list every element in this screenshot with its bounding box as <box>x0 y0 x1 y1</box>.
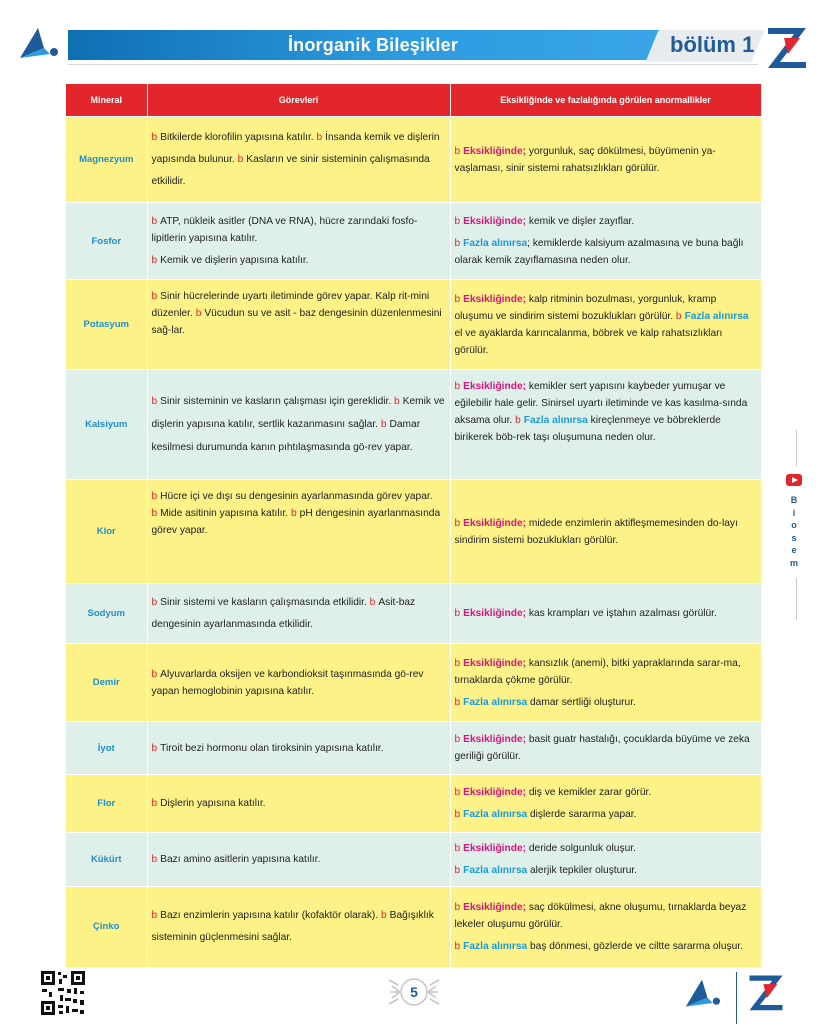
bullet-icon: b <box>454 145 461 157</box>
table-row <box>66 117 761 203</box>
bullet-icon: b <box>454 696 461 708</box>
bullet-icon: b <box>454 865 461 876</box>
bullet-icon: b <box>454 734 461 745</box>
title-bar <box>68 30 678 60</box>
duties-cell: b Bazı enzimlerin yapısına katılır (kofaktör olarak). b Bağışıklık sisteminin güçlenmesini sağlar. <box>147 887 450 967</box>
duties-cell: b Sinir sistemi ve kasların çalışmasında etkilidir. b Asit-baz dengesinin ayarlanmasında etkilidir. <box>147 584 450 644</box>
publisher-logo-icon <box>16 24 60 64</box>
bullet-icon: b <box>394 396 400 407</box>
bullet-icon: b <box>151 742 158 754</box>
qr-code-icon[interactable] <box>40 970 86 1016</box>
bullet-icon: b <box>316 131 323 143</box>
duties-cell: b Alyuvarlarda oksijen ve karbondioksit taşınmasında gö-rev yapan hemoglobinin yapısına katılır. <box>147 644 450 722</box>
table-row <box>66 280 761 370</box>
col-header-gorevleri: Görevleri <box>147 84 450 117</box>
mineral-name: Sodyum <box>66 584 147 644</box>
mineral-name: Kükürt <box>66 833 147 887</box>
bullet-icon: b <box>151 216 158 227</box>
bullet-icon: b <box>454 238 461 249</box>
bullet-icon: b <box>454 940 461 952</box>
bullet-icon: b <box>454 787 461 798</box>
bullet-icon: b <box>454 843 461 854</box>
header-divider <box>68 64 758 65</box>
mineral-name: Demir <box>66 644 147 722</box>
duties-cell: b Tiroit bezi hormonu olan tiroksinin yapısına katılır. <box>147 722 450 775</box>
bullet-icon: b <box>151 909 158 921</box>
bullet-icon: b <box>454 517 461 529</box>
duties-cell: b ATP, nükleik asitler (DNA ve RNA), hücre zarındaki fosfo-lipitlerin yapısına katılır. b Kemik ve dişlerin yapısına katılır. <box>147 203 450 280</box>
bullet-icon: b <box>454 608 461 619</box>
abnormalities-cell: b Eksikliğinde; kemik ve dişler zayıflar. b Fazla alınırsa; kemiklerde kalsiyum azalmasına ve buna bağlı olarak kemik zayıflamasına neden olur. <box>450 203 761 280</box>
abnormalities-cell: b Eksikliğinde; saç dökülmesi, akne oluşumu, tırnaklarda beyaz lekeler oluşumu görülür. b Fazla alınırsa baş dönmesi, gözlerde ve ciltte sararma oluşur. <box>450 887 761 967</box>
mineral-name: Kalsiyum <box>66 370 147 480</box>
z-brand-logo-footer-icon <box>746 972 786 1012</box>
table-row <box>66 722 761 775</box>
bullet-icon: b <box>151 491 158 502</box>
bullet-icon: b <box>151 131 158 143</box>
bullet-icon: b <box>195 308 202 319</box>
mineral-name: Çinko <box>66 887 147 967</box>
bullet-icon: b <box>151 668 158 680</box>
table-row <box>66 644 761 722</box>
youtube-icon[interactable] <box>786 474 802 486</box>
bullet-icon: b <box>380 419 387 430</box>
bullet-icon: b <box>454 381 461 392</box>
bullet-icon: b <box>381 909 387 921</box>
duties-cell: b Bitkilerde klorofilin yapısına katılır. b İnsanda kemik ve dişlerin yapısında bulunur. b Kasların ve sinir sisteminin çalışmasında etkilidir. <box>147 117 450 203</box>
bullet-icon: b <box>291 508 297 519</box>
chapter-label: bölüm 1 <box>670 32 755 57</box>
abnormalities-cell: b Eksikliğinde; midede enzimlerin aktifleşmemesinden do-layı sindirim sistemi bozuklukları görülür. <box>450 480 761 584</box>
page-number: 5 <box>410 984 418 1000</box>
side-divider-top <box>796 430 797 466</box>
mineral-name: Magnezyum <box>66 117 147 203</box>
bullet-icon: b <box>151 291 158 302</box>
abnormalities-cell: b Eksikliğinde; diş ve kemikler zarar görür. b Fazla alınırsa dişlerde sararma yapar. <box>450 775 761 833</box>
side-channel-label[interactable]: B i o s e m <box>789 495 798 568</box>
publisher-logo-footer-icon <box>682 976 722 1012</box>
duties-cell: b Hücre içi ve dışı su dengesinin ayarlanmasında görev yapar. b Mide asitinin yapısına katılır. b pH dengesinin ayarlanmasında görev yapar. <box>147 480 450 584</box>
duties-cell: b Sinir hücrelerinde uyartı iletiminde görev yapar. Kalp rit-mini düzenler. b Vücudun su ve asit - baz dengesinin düzenlenmesini sağ-lar. <box>147 280 450 370</box>
bullet-icon: b <box>237 153 244 165</box>
table-row <box>66 203 761 280</box>
bullet-icon: b <box>454 901 461 913</box>
bullet-icon: b <box>151 798 158 809</box>
abnormalities-cell: b Eksikliğinde; basit guatr hastalığı, çocuklarda büyüme ve zeka geriliği görülür. <box>450 722 761 775</box>
mineral-name: Fosfor <box>66 203 147 280</box>
table-row <box>66 370 761 480</box>
page-title: İnorganik Bileşikler <box>287 34 459 55</box>
abnormalities-cell: b Eksikliğinde; kalp ritminin bozulması, yorgunluk, kramp oluşumu ve sindirim sistemi bozuklukları görülür. b Fazla alınırsa el ve ayaklarda karıncalanma, böbrek ve kalp rahatsızlıkları görülür. <box>450 280 761 370</box>
bullet-icon: b <box>151 255 158 266</box>
col-header-anormallikler: Eksikliğinde ve fazlalığında görülen anormallikler <box>450 84 761 117</box>
table-row <box>66 833 761 887</box>
footer-divider <box>736 972 737 1024</box>
bullet-icon: b <box>151 596 158 608</box>
bullet-icon: b <box>675 310 682 322</box>
mineral-name: Potasyum <box>66 280 147 370</box>
z-brand-logo-icon <box>764 24 810 70</box>
abnormalities-cell: b Eksikliğinde; deride solgunluk oluşur. b Fazla alınırsa alerjik tepkiler oluşturur. <box>450 833 761 887</box>
page-number-badge <box>380 972 448 1012</box>
bullet-icon: b <box>151 396 158 407</box>
abnormalities-cell: b Eksikliğinde; kemikler sert yapısını kaybeder yumuşar ve eğilebilir hale gelir. Sinirsel uyartı iletiminde ve kas kasılma-sında aksama olur. b Fazla alınırsa kireçlenmeye ve böbreklerde birikerek böb-rek taşı oluşumuna neden olur. <box>450 370 761 480</box>
duties-cell: b Dişlerin yapısına katılır. <box>147 775 450 833</box>
bullet-icon: b <box>454 809 461 820</box>
bullet-icon: b <box>454 216 461 227</box>
bullet-icon: b <box>151 854 158 865</box>
duties-cell: b Sinir sisteminin ve kasların çalışması için gereklidir. b Kemik ve dişlerin yapısına katılır, sertlik kazanmasını sağlar. b Damar kesilmesi durumunda kanın pıhtılaşmasında gö-rev yapar. <box>147 370 450 480</box>
bullet-icon: b <box>515 415 521 426</box>
bullet-icon: b <box>151 508 158 519</box>
table-row <box>66 775 761 833</box>
table-row <box>66 584 761 644</box>
bullet-icon: b <box>454 293 461 305</box>
abnormalities-cell: b Eksikliğinde; yorgunluk, saç dökülmesi, büyümenin ya-vaşlaması, sinir sistemi rahatsızlıkları görülür. <box>450 117 761 203</box>
bullet-icon: b <box>454 657 461 669</box>
mineral-name: Klor <box>66 480 147 584</box>
side-divider-bottom <box>796 578 797 620</box>
bullet-icon: b <box>369 596 376 608</box>
minerals-table <box>66 84 762 967</box>
col-header-mineral: Mineral <box>66 84 147 117</box>
abnormalities-cell: b Eksikliğinde; kansızlık (anemi), bitki yapraklarında sarar-ma, tırnaklarda çökme görülür. b Fazla alınırsa damar sertliği oluşturur. <box>450 644 761 722</box>
duties-cell: b Bazı amino asitlerin yapısına katılır. <box>147 833 450 887</box>
table-header-row <box>66 84 761 117</box>
table-row <box>66 480 761 584</box>
abnormalities-cell: b Eksikliğinde; kas krampları ve iştahın azalması görülür. <box>450 584 761 644</box>
mineral-name: İyot <box>66 722 147 775</box>
table-row <box>66 887 761 967</box>
mineral-name: Flor <box>66 775 147 833</box>
